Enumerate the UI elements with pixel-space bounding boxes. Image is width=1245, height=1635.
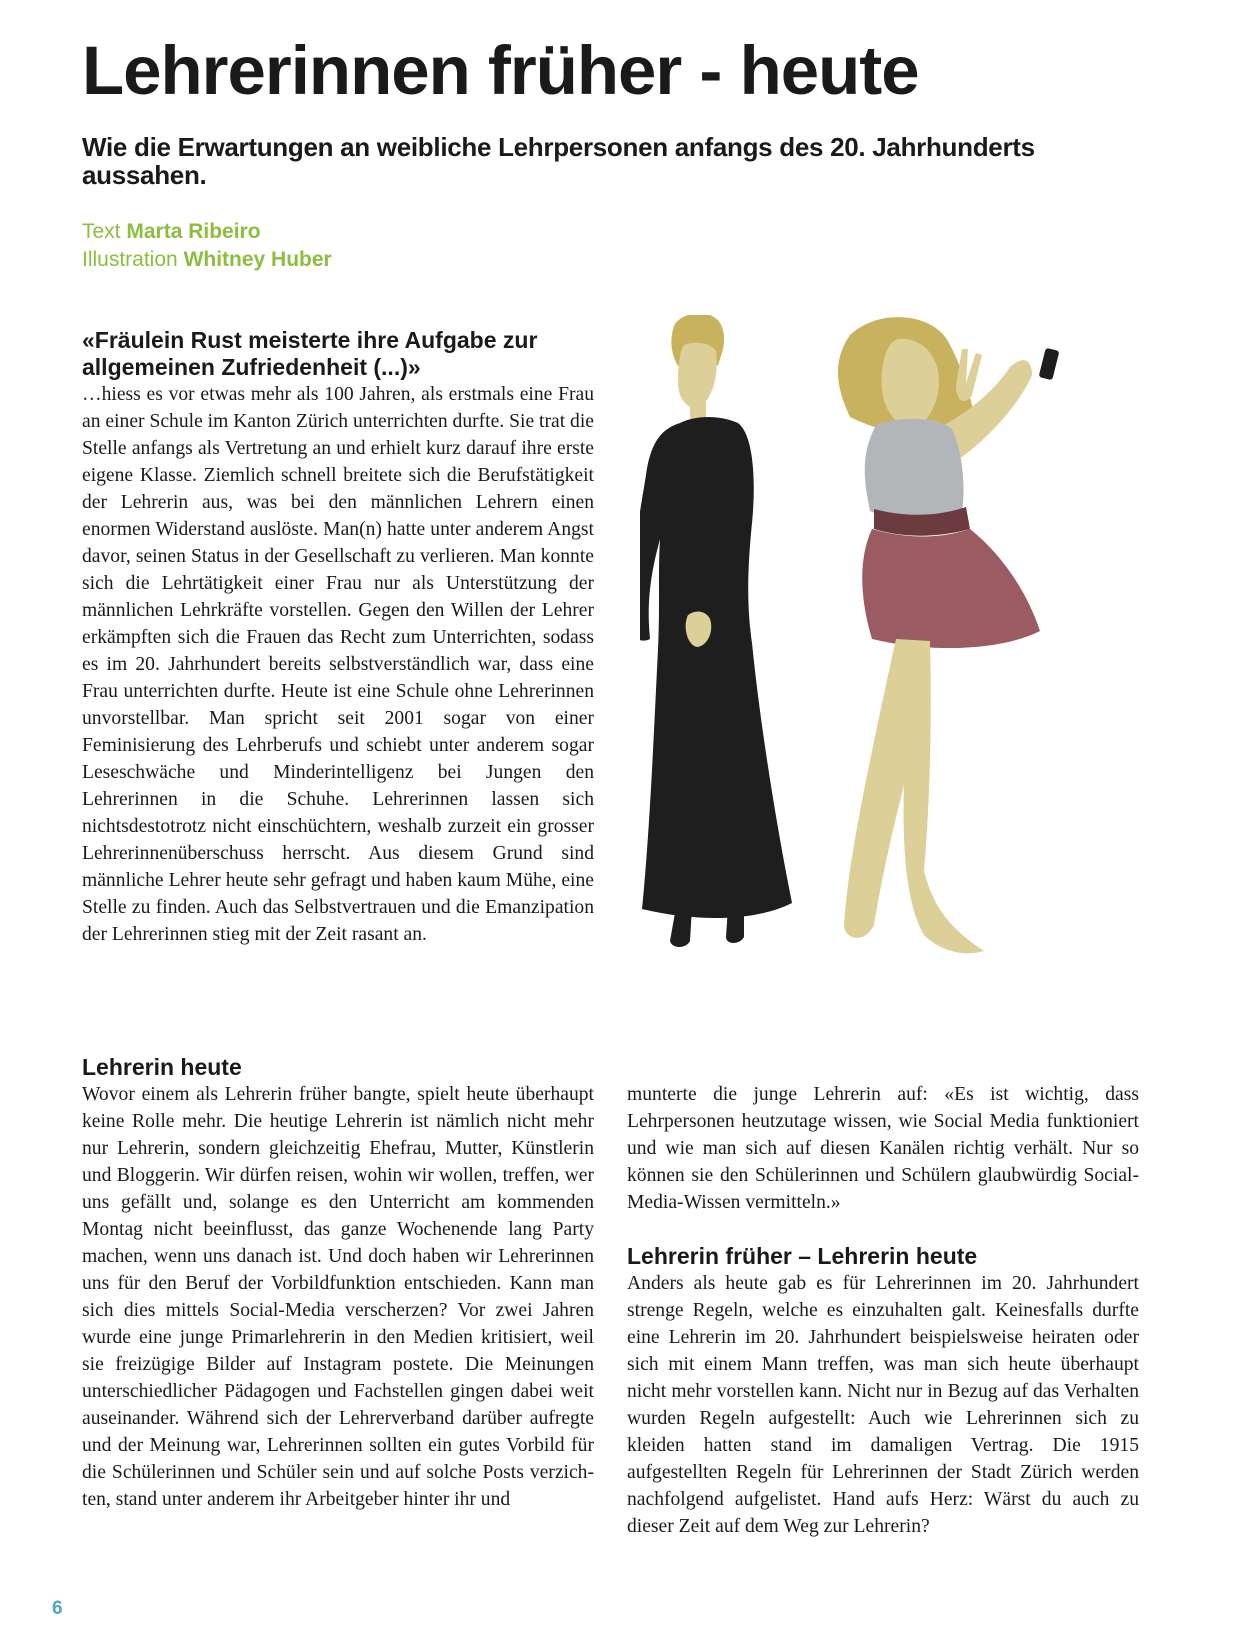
teacher-today-top [865, 419, 964, 520]
section-heading-compare: Lehrerin früher – Lehrerin heute [627, 1243, 978, 1269]
credit-text [82, 218, 332, 246]
teacher-past-dress [640, 417, 792, 918]
left-column [82, 1054, 594, 1513]
section-heading-today: Lehrerin heute [82, 1054, 242, 1080]
lead-column [82, 327, 594, 948]
credit-illustration-label: Illustration [82, 248, 178, 271]
teacher-today-figure [838, 317, 1059, 953]
section-body-today-continued: munterte die junge Lehrerin auf: «Es ist wichtig, dass Lehrpersonen heutzutage wissen, wie Social Media funktioniert und wie man sich auf diesen Kanälen richtig verhält. Nur so können sie den Schülerinnen und Schülern glaubwürdig Social-Media-Wissen vermitteln.» [627, 1084, 1139, 1213]
teacher-past-face [678, 343, 717, 408]
article-title: Lehrerinnen früher - heute [82, 32, 919, 109]
credit-illustration [82, 246, 332, 274]
credit-illustration-author: Whitney Huber [183, 248, 332, 271]
page-number: 6 [52, 1598, 63, 1619]
teacher-today-legs [844, 639, 984, 953]
credit-text-author: Marta Ribeiro [126, 220, 261, 243]
illustration-two-teachers [640, 315, 1160, 995]
right-column [627, 1081, 1139, 1540]
credit-text-label: Text [82, 220, 121, 243]
section-body-today: Wovor einem als Lehrerin früher bangte, spielt heute überhaupt keine Rolle mehr. Die heutige Lehrerin ist nämlich nicht mehr nur Lehrerin, sondern gleichzeitig Ehefrau, Mutter, Künstlerin und Bloggerin. Wir dürfen reisen, wohin wir wollen, treffen, wer uns gefällt und, solange es den Unterricht am kommenden Montag nicht beeinflusst, das ganze Wochenende lang Party machen, wenn uns danach ist. Und doch haben wir Lehrerinnen uns für den Beruf der Vorbildfunktion entschieden. Kann man sich dies mittels Social-Media verscherzen? Vor zwei Jahren wurde eine junge Primarlehrerin in den Medien kritisiert, weil sie freizügige Bilder auf Instagram postete. Die Meinungen unterschiedlicher Pädagogen und Fachstellen gingen dabei weit auseinander. Während sich der Lehrerverband darüber aufregte und der Meinung war, Lehrerinnen sollten ein gutes Vorbild für die Schülerinnen und Schüler sein und auf solche Posts verzichten, stand unter anderem ihr Arbeitgeber hinter ihr und [82, 1084, 594, 1510]
lead-body: …hiess es vor etwas mehr als 100 Jahren, als erstmals eine Frau an einer Schule im Kanton Zürich unterrichten durfte. Sie trat die Stelle anfangs als Vertretung an und erhielt kurz darauf ihre erste eigene Klasse. Ziemlich schnell breitete sich die Berufstätigkeit der Lehrerin aus, was bei den männlichen Lehrern einen enormen Widerstand auslöste. Man(n) hatte unter anderem Angst davor, seinen Status in der Gesellschaft zu verlieren. Man konnte sich die Lehrtätigkeit einer Frau nur als Unterstützung der männlichen Lehrkräfte vorstellen. Gegen den Willen der Lehrer erkämpften sich die Frauen das Recht zum Unterrichten, sodass es im 20. Jahrhundert bereits selbstverständlich war, dass eine Frau unterrichten durfte. Heute ist eine Schule ohne Lehrerinnen unvorstellbar. Man spricht seit 2001 sogar von einer Feminisierung des Lehrberufs und schiebt unter anderem sogar Leseschwäche und Minderintelligenz bei Jungen den Lehrerinnen in die Schuhe. Lehrerinnen lassen sich nichtsdestotrotz nicht einschüchtern, weshalb zurzeit ein grosser Lehrerinnenüberschuss herrscht. Aus diesem Grund sind männliche Lehrer heute sehr gefragt und haben kaum Mühe, eine Stelle zu finden. Auch das Selbstvertrauen und die Emanzipation der Lehrerinnen stieg mit der Zeit rasant an. [82, 384, 594, 945]
teacher-today-skirt [862, 529, 1040, 648]
lead-quote-heading: «Fräulein Rust meisterte ihre Aufgabe zur allgemeinen Zufriedenheit (...)» [82, 327, 538, 380]
phone-icon [1039, 348, 1060, 380]
teacher-past-figure [640, 315, 792, 947]
credits [82, 218, 332, 274]
teacher-today-hand-peace [956, 349, 982, 401]
article-subtitle: Wie die Erwartungen an weibliche Lehrpersonen anfangs des 20. Jahrhunderts aussahen. [82, 132, 1035, 190]
section-body-compare: Anders als heute gab es für Lehrerinnen im 20. Jahrhundert strenge Regeln, welche es einzuhalten galt. Keinesfalls durfte eine Lehrerin im 20. Jahrhundert beispielsweise heiraten oder sich mit einem Mann treffen, was man sich heute überhaupt nicht mehr vorstellen kann. Nicht nur in Bezug auf das Verhalten wurden Regeln aufgestellt: Auch wie Lehrerinnen sich zu kleiden hatten stand im damaligen Vertrag. Die 1915 aufgestellten Regeln für Lehrerinnen der Stadt Zürich werden nachfolgend aufgelistet. Hand aufs Herz: Wärst du auch zu dieser Zeit auf dem Weg zur Lehrerin? [627, 1273, 1139, 1537]
